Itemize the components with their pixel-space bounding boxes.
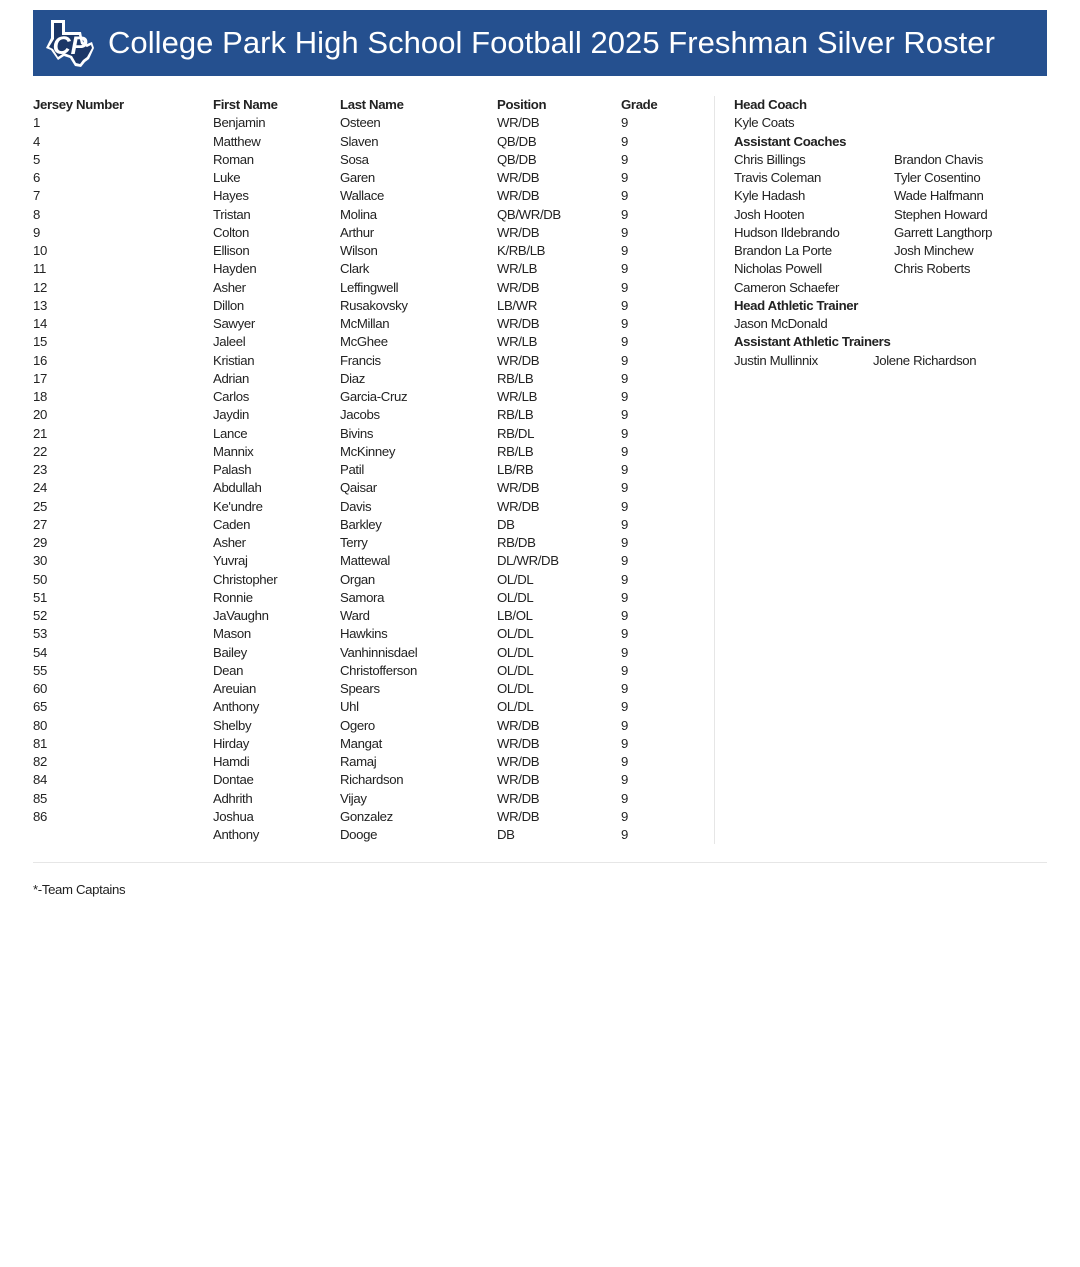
last-name-cell: Gonzalez xyxy=(340,808,393,824)
jersey-number-cell: 8 xyxy=(33,206,40,222)
first-name-cell: Ronnie xyxy=(213,589,253,605)
page-title: College Park High School Football 2025 Freshman Silver Roster xyxy=(108,25,995,60)
jersey-number-cell: 13 xyxy=(33,297,47,313)
head-coach-name: Kyle Coats xyxy=(734,115,795,131)
grade-cell: 9 xyxy=(621,553,628,569)
grade-cell: 9 xyxy=(621,352,628,368)
first-name-cell: Shelby xyxy=(213,717,252,733)
last-name-cell: Uhl xyxy=(340,699,359,715)
last-name-cell: Diaz xyxy=(340,370,365,386)
position-cell: RB/LB xyxy=(497,443,534,459)
grade-cell: 9 xyxy=(621,261,628,277)
assistant-coach-name: Kyle Hadash xyxy=(734,188,805,204)
last-name-cell: Mangat xyxy=(340,735,382,751)
position-cell: OL/DL xyxy=(497,589,534,605)
jersey-number-cell: 53 xyxy=(33,626,47,642)
assistant-trainer-name: Jolene Richardson xyxy=(873,352,977,368)
last-name-cell: Garen xyxy=(340,170,375,185)
grade-cell: 9 xyxy=(621,243,628,258)
jersey-number-cell: 4 xyxy=(33,133,40,149)
assistant-coach-name: Garrett Langthorp xyxy=(894,224,993,240)
grade-cell: 9 xyxy=(621,389,628,404)
last-name-cell: Wilson xyxy=(340,243,378,258)
jersey-number-cell: 85 xyxy=(33,790,47,806)
last-name-cell: Qaisar xyxy=(340,480,377,496)
jersey-number-cell: 50 xyxy=(33,571,47,587)
last-name-cell: McGhee xyxy=(340,334,388,350)
last-name-cell: Christofferson xyxy=(340,662,417,678)
last-name-cell: Spears xyxy=(340,681,380,696)
grade-cell: 9 xyxy=(621,589,628,605)
last-name-cell: Slaven xyxy=(340,133,379,149)
first-name-cell: Anthony xyxy=(213,699,259,715)
position-cell: WR/DB xyxy=(497,352,540,368)
last-name-cell: Ramaj xyxy=(340,754,377,769)
first-name-cell: Dontae xyxy=(213,772,254,788)
first-name-cell: Hayes xyxy=(213,188,249,204)
jersey-number-cell: 86 xyxy=(33,808,47,824)
cp-texas-star-logo-icon xyxy=(43,17,97,69)
jersey-number-cell: 15 xyxy=(33,334,47,350)
grade-cell: 9 xyxy=(621,535,628,550)
position-cell: DB xyxy=(497,827,515,842)
jersey-number-cell: 12 xyxy=(33,279,47,295)
position-cell: RB/LB xyxy=(497,370,534,386)
assistant-coaches-heading: Assistant Coaches xyxy=(734,133,847,149)
grade-cell: 9 xyxy=(621,206,628,222)
jersey-number-cell: 54 xyxy=(33,644,47,660)
first-name-cell: Areuian xyxy=(213,681,257,696)
jersey-number-cell: 11 xyxy=(33,261,46,277)
grade-cell: 9 xyxy=(621,644,628,660)
position-cell: WR/DB xyxy=(497,772,540,788)
column-header-position: Position xyxy=(497,97,547,112)
jersey-number-cell: 55 xyxy=(33,662,47,678)
assistant-coach-name: Cameron Schaefer xyxy=(734,279,840,295)
first-name-cell: Ke'undre xyxy=(213,498,263,514)
last-name-cell: Patil xyxy=(340,462,364,477)
grade-cell: 9 xyxy=(621,571,628,587)
last-name-cell: Francis xyxy=(340,352,381,368)
last-name-cell: Clark xyxy=(340,261,370,277)
first-name-cell: Roman xyxy=(213,151,254,167)
position-cell: QB/DB xyxy=(497,151,537,167)
team-captains-footnote: *-Team Captains xyxy=(33,882,126,897)
first-name-cell: Jaleel xyxy=(213,334,246,350)
last-name-cell: Vanhinnisdael xyxy=(340,644,418,660)
first-name-cell: Hirday xyxy=(213,735,250,751)
grade-cell: 9 xyxy=(621,462,628,477)
jersey-number-cell: 9 xyxy=(33,224,40,240)
column-header-jersey-number: Jersey Number xyxy=(33,97,124,112)
first-name-cell: Hayden xyxy=(213,261,257,277)
last-name-cell: Samora xyxy=(340,589,385,605)
assistant-coach-name: Tyler Cosentino xyxy=(894,170,981,185)
first-name-cell: Luke xyxy=(213,170,241,185)
head-coach-heading: Head Coach xyxy=(734,97,807,112)
last-name-cell: Arthur xyxy=(340,224,374,240)
jersey-number-cell: 18 xyxy=(33,389,47,404)
horizontal-divider xyxy=(33,862,1047,863)
grade-cell: 9 xyxy=(621,279,628,295)
position-cell: OL/DL xyxy=(497,571,534,587)
first-name-cell: Mason xyxy=(213,626,251,642)
position-cell: OL/DL xyxy=(497,681,534,696)
assistant-coach-name: Wade Halfmann xyxy=(894,188,984,204)
first-name-cell: Tristan xyxy=(213,206,251,222)
first-name-cell: Mannix xyxy=(213,443,254,459)
assistant-coach-name: Nicholas Powell xyxy=(734,261,822,277)
assistant-coach-name: Brandon Chavis xyxy=(894,151,983,167)
jersey-number-cell: 25 xyxy=(33,498,47,514)
first-name-cell: Hamdi xyxy=(213,754,250,769)
vertical-divider xyxy=(714,96,715,844)
first-name-cell: Abdullah xyxy=(213,480,262,496)
position-cell: WR/LB xyxy=(497,389,538,404)
position-cell: RB/DB xyxy=(497,535,536,550)
grade-cell: 9 xyxy=(621,151,628,167)
jersey-number-cell: 17 xyxy=(33,370,47,386)
head-athletic-trainer-name: Jason McDonald xyxy=(734,316,828,331)
jersey-number-cell: 20 xyxy=(33,407,47,423)
position-cell: WR/DB xyxy=(497,498,540,514)
last-name-cell: Vijay xyxy=(340,790,367,806)
first-name-cell: Lance xyxy=(213,425,248,441)
last-name-cell: Molina xyxy=(340,206,377,222)
last-name-cell: Dooge xyxy=(340,827,378,842)
jersey-number-cell: 84 xyxy=(33,772,47,788)
grade-cell: 9 xyxy=(621,133,628,149)
position-cell: OL/DL xyxy=(497,644,534,660)
jersey-number-cell: 80 xyxy=(33,717,47,733)
jersey-number-cell: 51 xyxy=(33,589,47,605)
grade-cell: 9 xyxy=(621,699,628,715)
position-cell: LB/WR xyxy=(497,297,538,313)
last-name-cell: McKinney xyxy=(340,443,396,459)
position-cell: WR/DB xyxy=(497,717,540,733)
last-name-cell: Mattewal xyxy=(340,553,390,569)
grade-cell: 9 xyxy=(621,754,628,769)
last-name-cell: Hawkins xyxy=(340,626,388,642)
column-header-first-name: First Name xyxy=(213,97,278,112)
first-name-cell: Christopher xyxy=(213,571,278,587)
jersey-number-cell: 29 xyxy=(33,535,47,550)
grade-cell: 9 xyxy=(621,608,628,623)
assistant-coach-name: Hudson Ildebrando xyxy=(734,224,840,240)
first-name-cell: Carlos xyxy=(213,389,250,404)
jersey-number-cell: 65 xyxy=(33,699,47,715)
first-name-cell: Sawyer xyxy=(213,316,255,331)
grade-cell: 9 xyxy=(621,790,628,806)
assistant-coach-name: Stephen Howard xyxy=(894,206,988,222)
position-cell: WR/DB xyxy=(497,480,540,496)
position-cell: WR/DB xyxy=(497,735,540,751)
assistant-coach-name: Chris Roberts xyxy=(894,261,971,277)
jersey-number-cell: 30 xyxy=(33,553,47,569)
last-name-cell: Davis xyxy=(340,498,372,514)
last-name-cell: Ward xyxy=(340,608,370,623)
grade-cell: 9 xyxy=(621,516,628,532)
jersey-number-cell: 82 xyxy=(33,754,47,769)
grade-cell: 9 xyxy=(621,498,628,514)
jersey-number-cell: 60 xyxy=(33,681,47,696)
jersey-number-cell: 24 xyxy=(33,480,47,496)
first-name-cell: Palash xyxy=(213,462,252,477)
grade-cell: 9 xyxy=(621,717,628,733)
first-name-cell: Adrian xyxy=(213,370,250,386)
jersey-number-cell: 16 xyxy=(33,352,47,368)
first-name-cell: Dean xyxy=(213,662,244,678)
grade-cell: 9 xyxy=(621,370,628,386)
position-cell: LB/RB xyxy=(497,462,534,477)
jersey-number-cell: 6 xyxy=(33,170,40,185)
position-cell: K/RB/LB xyxy=(497,243,546,258)
assistant-coach-name: Chris Billings xyxy=(734,151,806,167)
grade-cell: 9 xyxy=(621,115,628,131)
last-name-cell: Barkley xyxy=(340,516,382,532)
last-name-cell: Terry xyxy=(340,535,368,550)
first-name-cell: Dillon xyxy=(213,297,244,313)
first-name-cell: Asher xyxy=(213,279,246,295)
jersey-number-cell: 21 xyxy=(33,425,47,441)
jersey-number-cell: 10 xyxy=(33,243,47,258)
position-cell: LB/OL xyxy=(497,608,533,623)
grade-cell: 9 xyxy=(621,170,628,185)
assistant-coach-name: Travis Coleman xyxy=(734,170,821,185)
first-name-cell: Ellison xyxy=(213,243,250,258)
grade-cell: 9 xyxy=(621,681,628,696)
position-cell: OL/DL xyxy=(497,699,534,715)
assistant-trainer-name: Justin Mullinnix xyxy=(734,352,818,368)
grade-cell: 9 xyxy=(621,425,628,441)
last-name-cell: Richardson xyxy=(340,772,404,788)
grade-cell: 9 xyxy=(621,443,628,459)
position-cell: WR/DB xyxy=(497,754,540,769)
grade-cell: 9 xyxy=(621,480,628,496)
position-cell: WR/DB xyxy=(497,316,540,331)
position-cell: RB/DL xyxy=(497,425,535,441)
grade-cell: 9 xyxy=(621,626,628,642)
jersey-number-cell: 52 xyxy=(33,608,47,623)
jersey-number-cell: 27 xyxy=(33,516,47,532)
column-header-grade: Grade xyxy=(621,97,658,112)
position-cell: WR/DB xyxy=(497,188,540,204)
first-name-cell: Asher xyxy=(213,535,246,550)
grade-cell: 9 xyxy=(621,662,628,678)
first-name-cell: JaVaughn xyxy=(213,608,269,623)
position-cell: WR/LB xyxy=(497,334,538,350)
head-athletic-trainer-heading: Head Athletic Trainer xyxy=(734,297,859,313)
position-cell: WR/DB xyxy=(497,790,540,806)
jersey-number-cell: 22 xyxy=(33,443,47,459)
assistant-coach-name: Josh Hooten xyxy=(734,206,805,222)
jersey-number-cell: 7 xyxy=(33,188,40,204)
position-cell: WR/DB xyxy=(497,170,540,185)
jersey-number-cell: 5 xyxy=(33,151,40,167)
first-name-cell: Benjamin xyxy=(213,115,266,131)
last-name-cell: Bivins xyxy=(340,425,374,441)
position-cell: QB/DB xyxy=(497,133,537,149)
position-cell: WR/DB xyxy=(497,224,540,240)
column-header-last-name: Last Name xyxy=(340,97,404,112)
assistant-coach-name: Josh Minchew xyxy=(894,243,974,258)
last-name-cell: Osteen xyxy=(340,115,381,131)
first-name-cell: Matthew xyxy=(213,133,261,149)
grade-cell: 9 xyxy=(621,297,628,313)
grade-cell: 9 xyxy=(621,735,628,751)
position-cell: QB/WR/DB xyxy=(497,206,561,222)
first-name-cell: Jaydin xyxy=(213,407,250,423)
first-name-cell: Kristian xyxy=(213,352,255,368)
first-name-cell: Yuvraj xyxy=(213,553,248,569)
first-name-cell: Colton xyxy=(213,224,250,240)
first-name-cell: Bailey xyxy=(213,644,247,660)
grade-cell: 9 xyxy=(621,188,628,204)
position-cell: OL/DL xyxy=(497,662,534,678)
last-name-cell: Sosa xyxy=(340,151,369,167)
first-name-cell: Anthony xyxy=(213,827,259,842)
page-header xyxy=(33,10,1047,76)
last-name-cell: McMillan xyxy=(340,316,390,331)
position-cell: DB xyxy=(497,516,515,532)
position-cell: WR/DB xyxy=(497,808,540,824)
position-cell: DL/WR/DB xyxy=(497,553,559,569)
grade-cell: 9 xyxy=(621,334,628,350)
grade-cell: 9 xyxy=(621,316,628,331)
last-name-cell: Rusakovsky xyxy=(340,297,408,313)
position-cell: WR/DB xyxy=(497,115,540,131)
position-cell: WR/LB xyxy=(497,261,538,277)
jersey-number-cell: 14 xyxy=(33,316,47,331)
last-name-cell: Wallace xyxy=(340,188,384,204)
assistant-coach-name: Brandon La Porte xyxy=(734,243,832,258)
jersey-number-cell: 23 xyxy=(33,462,47,477)
grade-cell: 9 xyxy=(621,224,628,240)
position-cell: RB/LB xyxy=(497,407,534,423)
first-name-cell: Adhrith xyxy=(213,790,253,806)
grade-cell: 9 xyxy=(621,407,628,423)
assistant-athletic-trainers-heading: Assistant Athletic Trainers xyxy=(734,334,891,350)
svg-text:CP: CP xyxy=(52,32,88,60)
grade-cell: 9 xyxy=(621,808,628,824)
first-name-cell: Joshua xyxy=(213,808,254,824)
position-cell: WR/DB xyxy=(497,279,540,295)
last-name-cell: Leffingwell xyxy=(340,279,399,295)
last-name-cell: Jacobs xyxy=(340,407,380,423)
grade-cell: 9 xyxy=(621,827,628,842)
jersey-number-cell: 1 xyxy=(33,115,40,131)
grade-cell: 9 xyxy=(621,772,628,788)
position-cell: OL/DL xyxy=(497,626,534,642)
jersey-number-cell: 81 xyxy=(33,735,47,751)
last-name-cell: Garcia-Cruz xyxy=(340,389,408,404)
first-name-cell: Caden xyxy=(213,516,251,532)
last-name-cell: Ogero xyxy=(340,717,375,733)
last-name-cell: Organ xyxy=(340,571,375,587)
